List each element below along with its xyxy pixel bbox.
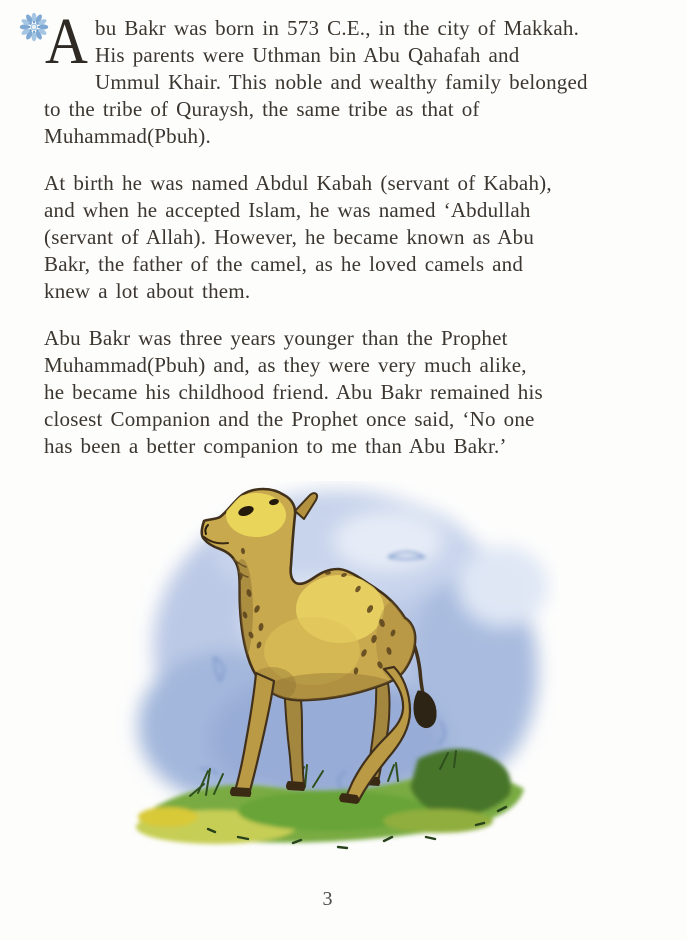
text-line: bu Bakr was born in 573 C.E., in the city of Makkah. <box>95 16 580 40</box>
text-line: and when he accepted Islam, he was named ‘Abdullah <box>44 198 531 222</box>
text-line: knew a lot about them. <box>44 279 251 303</box>
text-line: At birth he was named Abdul Kabah (servant of Kabah), <box>44 171 552 195</box>
text-line: His parents were Uthman bin Abu Qahafah and <box>95 43 520 67</box>
text-line: closest Companion and the Prophet once said, ‘No one <box>44 407 535 431</box>
text-line: Muhammad(Pbuh) and, as they were very much alike, <box>44 353 527 377</box>
paragraph <box>44 5 656 150</box>
story-text <box>44 5 656 480</box>
text-line: (servant of Allah). However, he became known as Abu <box>44 225 535 249</box>
text-line: Ummul Khair. This noble and wealthy family belonged <box>95 70 588 94</box>
text-line: to the tribe of Quraysh, the same tribe as that of <box>44 97 480 121</box>
page-number: 3 <box>322 888 334 910</box>
text-line: Abu Bakr was three years younger than the Prophet <box>44 326 508 350</box>
text-line: has been a better companion to me than Abu Bakr.’ <box>44 434 507 458</box>
text-line: he became his childhood friend. Abu Bakr remained his <box>44 380 543 404</box>
text-line: Bakr, the father of the camel, as he loved camels and <box>44 252 524 276</box>
drop-cap: A <box>45 5 89 78</box>
paragraph <box>44 170 656 305</box>
camel-illustration <box>88 481 558 877</box>
text-line: Muhammad(Pbuh). <box>44 124 211 148</box>
paragraph <box>44 325 656 460</box>
